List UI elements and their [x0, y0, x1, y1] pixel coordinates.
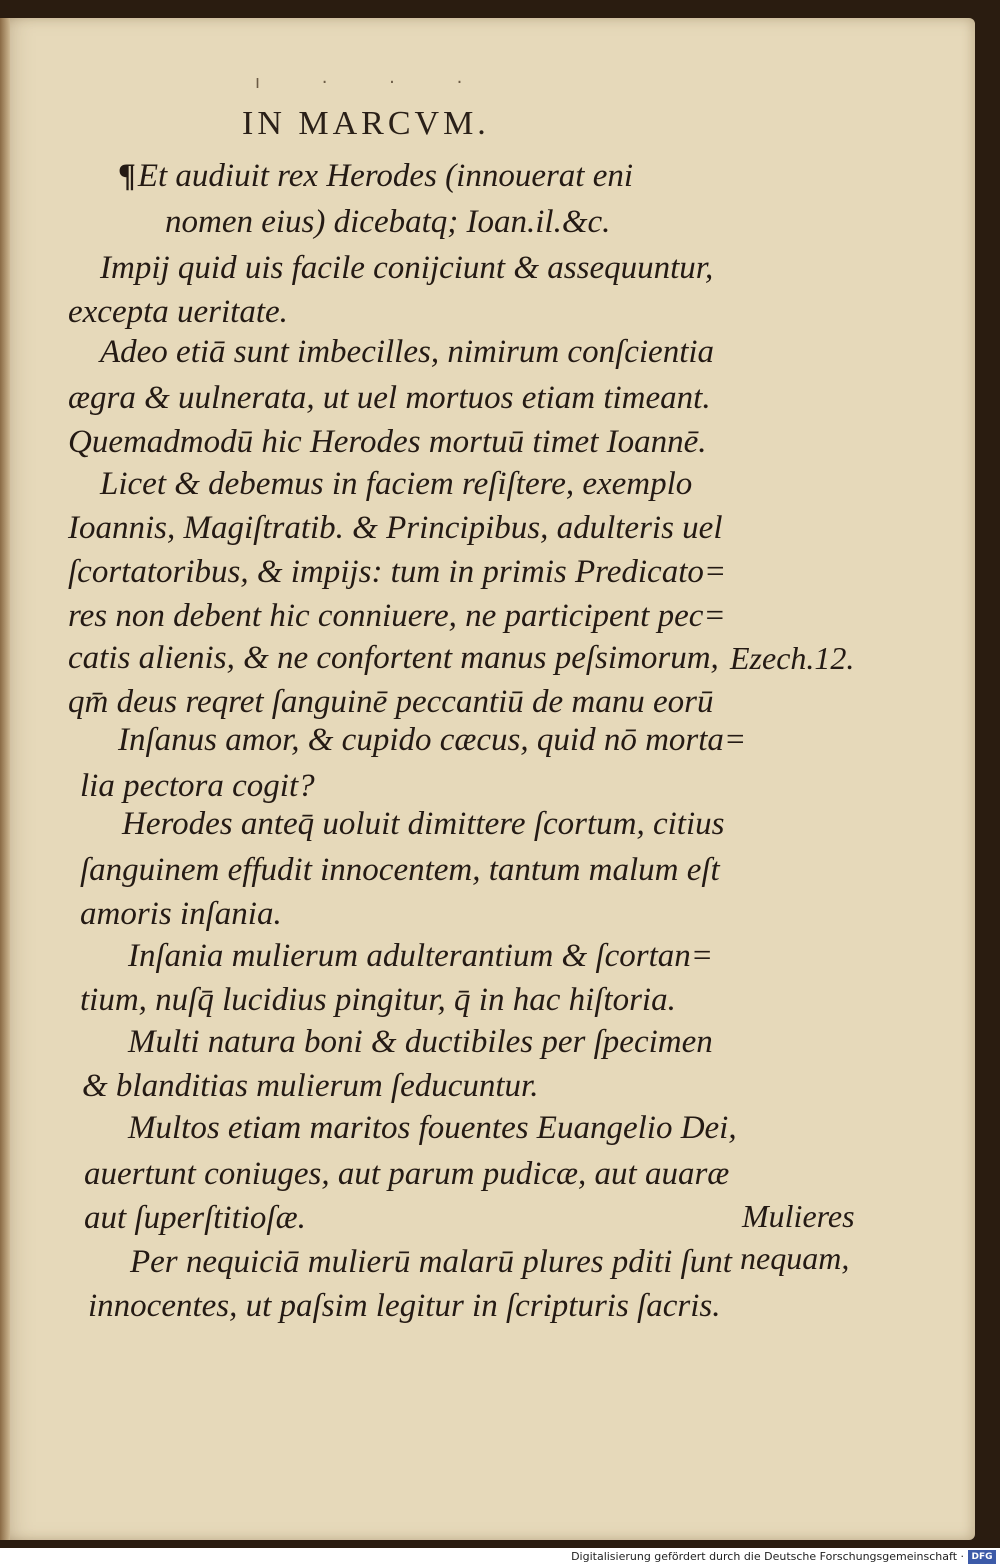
text-line: ægra & uulnerata, ut uel mortuos etiam timeant.: [68, 380, 711, 416]
text-line: amoris inſania.: [80, 896, 282, 932]
text-line: nomen eius) dicebatq; Ioan.il.&c.: [165, 204, 611, 240]
margin-note-mulieres: Mulieres: [742, 1198, 855, 1234]
text-line: qm̄ deus reqret ſanguinē peccantiū de manu eorū: [68, 684, 714, 720]
top-printer-marks: ı · · ·: [255, 72, 491, 93]
text-line: Impij quid uis facile conijciunt & assequuntur,: [100, 250, 714, 286]
text-line: catis alienis, & ne confortent manus peſsimorum,: [68, 640, 719, 676]
text-line: Multos etiam maritos fouentes Euangelio Dei,: [128, 1110, 737, 1146]
text-line: Per nequiciā mulierū malarū plures pditi ſunt: [130, 1244, 732, 1280]
text-line: Ioannis, Magiſtratib. & Principibus, adulteris uel: [68, 510, 723, 546]
text-line: Quemadmodū hic Herodes mortuū timet Ioannē.: [68, 424, 707, 460]
text-line: & blanditias mulierum ſeducuntur.: [82, 1068, 539, 1104]
margin-note-nequam: nequam,: [740, 1240, 850, 1276]
text-line: lia pectora cogit?: [80, 768, 315, 804]
text-line: innocentes, ut paſsim legitur in ſcripturis ſacris.: [88, 1288, 721, 1324]
text-line: Licet & debemus in faciem reſiſtere, exemplo: [100, 466, 693, 502]
running-head: IN MARCVM.: [242, 105, 490, 142]
text-line: ſanguinem effudit innocentem, tantum malum eſt: [80, 852, 720, 888]
footer-credit: Digitalisierung gefördert durch die Deutsche Forschungsgemeinschaft ·: [571, 1550, 964, 1563]
text-line: excepta ueritate.: [68, 294, 288, 330]
text-line: Adeo etiā sunt imbecilles, nimirum conſcientia: [100, 334, 715, 370]
text-line: ſcortatoribus, & impijs: tum in primis Predicato=: [68, 554, 727, 590]
dfg-logo-icon: DFG: [968, 1550, 996, 1564]
text-line: res non debent hic conniuere, ne participent pec=: [68, 598, 726, 634]
text-line: aut ſuperſtitioſæ.: [84, 1200, 306, 1236]
margin-note-ezech: Ezech.12.: [730, 640, 855, 676]
text-line: Inſania mulierum adulterantium & ſcortan=: [128, 938, 714, 974]
page-gutter-shadow: [0, 18, 10, 1540]
text-line: Inſanus amor, & cupido cæcus, quid nō morta=: [118, 722, 747, 758]
text-line: Herodes anteq̄ uoluit dimittere ſcortum, citius: [122, 806, 725, 842]
text-line: auertunt coniuges, aut parum pudicæ, aut auaræ: [84, 1156, 730, 1192]
pilcrow-icon: ¶: [118, 158, 136, 194]
text-line: Multi natura boni & ductibiles per ſpecimen: [128, 1024, 713, 1060]
text-line: tium, nuſq̄ lucidius pingitur, q̄ in hac hiſtoria.: [80, 982, 676, 1018]
text-line: ¶Et audiuit rex Herodes (innouerat eni: [118, 158, 634, 194]
